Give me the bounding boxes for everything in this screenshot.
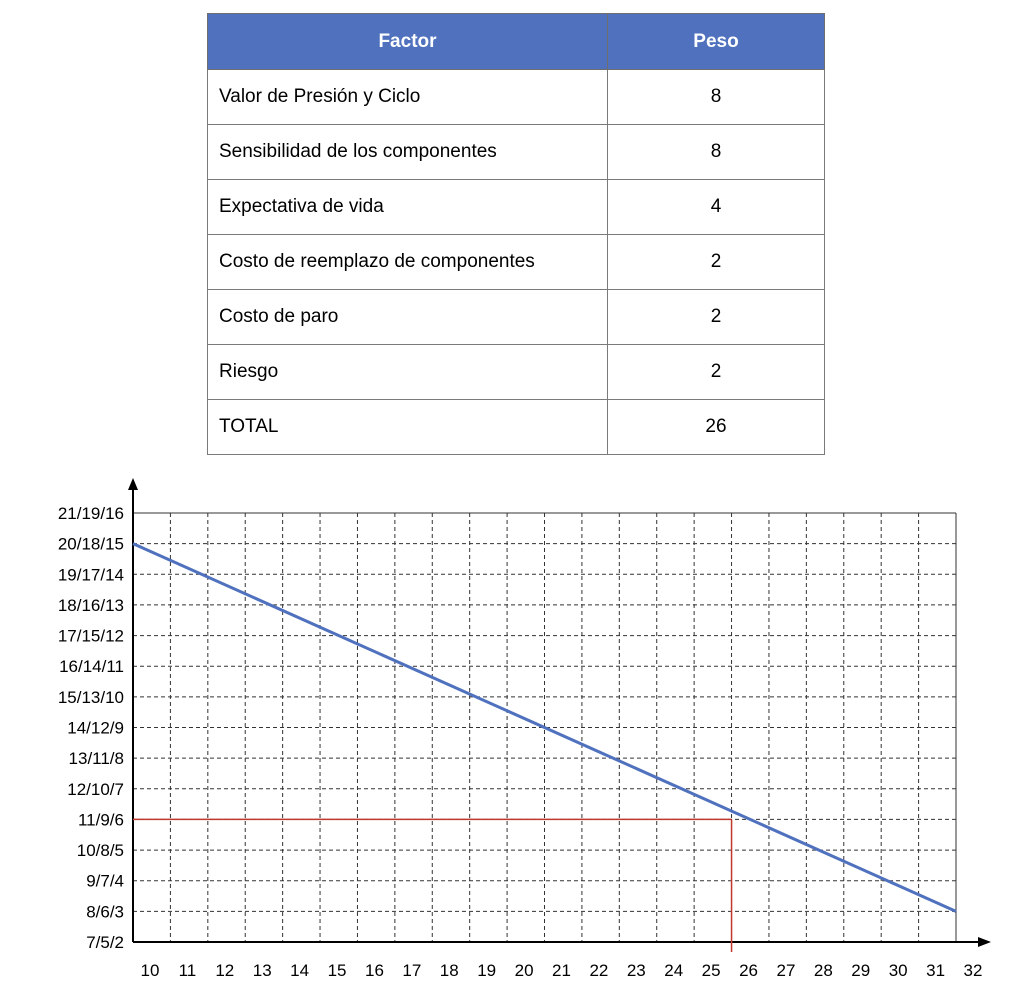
peso-cell: 4 <box>608 180 825 235</box>
x-tick-label: 14 <box>290 961 310 980</box>
factor-cell: Valor de Presión y Ciclo <box>208 70 608 125</box>
peso-cell: 8 <box>608 70 825 125</box>
x-tick-label: 27 <box>776 961 796 980</box>
x-tick-label: 28 <box>813 961 833 980</box>
x-tick-label: 13 <box>252 961 272 980</box>
axes <box>128 478 991 947</box>
peso-cell: 8 <box>608 125 825 180</box>
table-row <box>208 235 825 290</box>
table-row <box>208 345 825 400</box>
factor-cell: Sensibilidad de los componentes <box>208 125 608 180</box>
factor-cell-total: TOTAL <box>208 400 608 455</box>
x-tick-label: 17 <box>402 961 422 980</box>
x-tick-label: 31 <box>926 961 946 980</box>
y-axis-arrow-icon <box>128 478 138 490</box>
y-tick-label: 14/12/9 <box>67 718 124 738</box>
x-tick-label: 26 <box>739 961 759 980</box>
y-tick-label: 20/18/15 <box>57 534 124 554</box>
y-tick-label: 16/14/11 <box>59 657 124 677</box>
weight-line-chart <box>0 470 1024 1000</box>
factor-cell: Expectativa de vida <box>208 180 608 235</box>
peso-cell: 2 <box>608 345 825 400</box>
y-tick-label: 17/15/12 <box>57 626 124 646</box>
x-tick-label: 23 <box>626 961 646 980</box>
peso-cell-total: 26 <box>608 400 825 455</box>
x-tick-label: 15 <box>327 961 347 980</box>
x-tick-label: 29 <box>851 961 871 980</box>
x-tick-label: 18 <box>439 961 459 980</box>
table-row <box>208 125 825 180</box>
x-tick-label: 22 <box>589 961 609 980</box>
y-tick-label: 15/13/10 <box>57 687 124 707</box>
y-tick-label: 7/5/2 <box>86 933 124 952</box>
y-tick-label: 11/9/6 <box>77 810 124 830</box>
factor-cell: Costo de reemplazo de componentes <box>208 235 608 290</box>
x-tick-label: 25 <box>701 961 721 980</box>
table-row-total <box>208 400 825 455</box>
peso-cell: 2 <box>608 290 825 345</box>
x-tick-label: 20 <box>514 961 534 980</box>
x-tick-label: 32 <box>963 961 983 980</box>
x-tick-label: 11 <box>178 961 197 980</box>
x-axis-arrow-icon <box>978 937 991 947</box>
header-peso: Peso <box>608 14 825 70</box>
x-tick-label: 10 <box>140 961 160 980</box>
table-row <box>208 290 825 345</box>
y-tick-label: 19/17/14 <box>57 565 124 585</box>
x-tick-label: 19 <box>477 961 497 980</box>
y-tick-label: 21/19/16 <box>57 504 124 523</box>
header-factor: Factor <box>208 14 608 70</box>
factor-cell: Costo de paro <box>208 290 608 345</box>
y-tick-label: 18/16/13 <box>57 595 124 615</box>
x-tick-labels <box>141 961 983 980</box>
x-tick-label: 30 <box>888 961 908 980</box>
factor-cell: Riesgo <box>208 345 608 400</box>
x-tick-label: 24 <box>664 961 684 980</box>
y-tick-label: 10/8/5 <box>76 841 124 861</box>
y-tick-label: 13/11/8 <box>68 749 124 769</box>
factor-weight-table <box>207 13 825 455</box>
x-tick-label: 16 <box>364 961 384 980</box>
table-row <box>208 70 825 125</box>
y-tick-label: 12/10/7 <box>67 779 124 799</box>
y-tick-labels <box>58 504 124 952</box>
y-tick-label: 9/7/4 <box>86 871 124 891</box>
table-header-row <box>208 14 825 70</box>
x-tick-label: 12 <box>215 961 235 980</box>
table-row <box>208 180 825 235</box>
peso-cell: 2 <box>608 235 825 290</box>
y-tick-label: 8/6/3 <box>86 902 124 922</box>
x-tick-label: 21 <box>552 961 571 980</box>
